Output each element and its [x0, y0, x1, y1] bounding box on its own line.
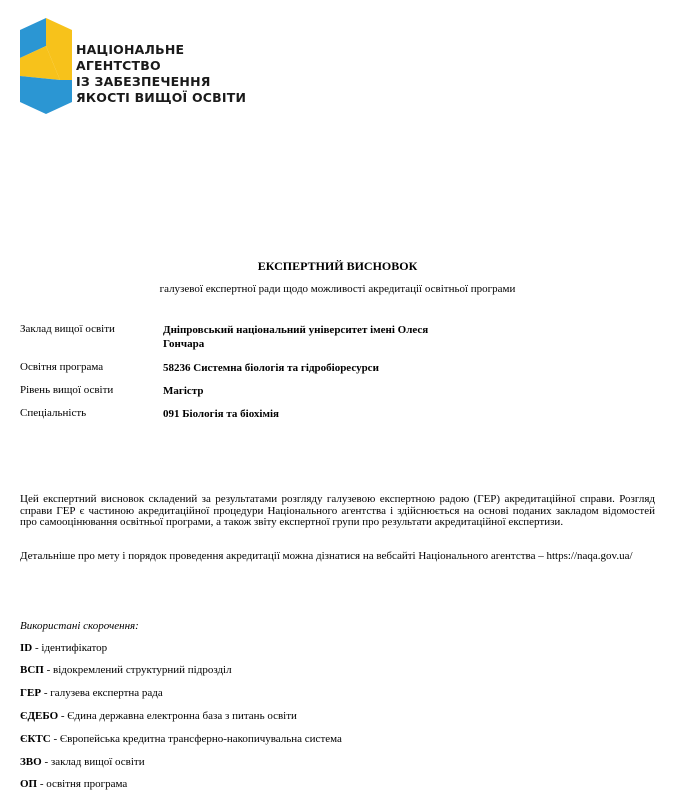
naqa-logo — [20, 18, 247, 118]
logo-text — [76, 42, 246, 106]
meta-label: Рівень вищої освіти — [20, 384, 114, 396]
meta-label: Освітня програма — [20, 361, 104, 373]
abbreviations-heading: Використані скорочення: — [20, 620, 139, 632]
meta-value: 091 Біологія та біохімія — [163, 408, 279, 420]
logo-line: ЯКОСТІ ВИЩОЇ ОСВІТИ — [76, 90, 247, 105]
abbreviation-term: ГЕР — [20, 687, 42, 699]
logo-line: НАЦІОНАЛЬНЕ — [76, 42, 185, 57]
document-subtitle: галузевої експертної ради щодо можливості акредитації освітньої програми — [159, 283, 516, 295]
abbreviation-term: ЗВО — [20, 756, 42, 768]
logo-line: АГЕНТСТВО — [76, 58, 161, 73]
meta-label: Спеціальність — [20, 407, 87, 419]
abbreviation-term: ЄКТС — [20, 733, 51, 745]
meta-value: Магістр — [163, 385, 204, 397]
abbreviation-definition: - ідентифікатор — [32, 642, 108, 654]
document-title: ЕКСПЕРТНИЙ ВИСНОВОК — [257, 259, 418, 273]
abbreviation-item — [20, 756, 145, 768]
abbreviation-item — [20, 710, 297, 722]
abbreviation-item — [20, 733, 342, 745]
abbreviation-term: ID — [20, 642, 33, 654]
abbreviation-item — [20, 664, 232, 676]
abbreviation-term: ВСП — [20, 664, 44, 676]
meta-value-line: Дніпровський національний університет імені Олеся — [163, 324, 429, 336]
abbreviation-item — [20, 687, 163, 699]
abbreviation-term: ЄДЕБО — [20, 710, 59, 722]
abbreviation-item — [20, 642, 107, 654]
abbreviation-definition: - заклад вищої освіти — [41, 756, 145, 768]
meta-value — [163, 323, 523, 351]
abbreviation-term: ОП — [20, 778, 38, 790]
website-paragraph: Детальніше про мету і порядок проведення акредитації можна дізнатися на вебсайті Національного агентства – https://naqa.gov.ua/ — [20, 550, 633, 562]
abbreviation-definition: - освітня програма — [37, 778, 128, 790]
abbreviation-definition: - відокремлений структурний підрозділ — [43, 664, 232, 676]
meta-label: Заклад вищої освіти — [20, 323, 115, 335]
logo-line: ІЗ ЗАБЕЗПЕЧЕННЯ — [76, 74, 211, 89]
naqa-logo-mark-icon — [20, 18, 74, 114]
intro-paragraph: Цей експертний висновок складений за результатами розгляду галузевою експертною радою (ГЕР) акредитаційної справи. Розгляд справи ГЕР є частиною акредитаційної процедури Національного агентства і здійснюється на основі поданих закладом відомостей про самооцінювання освітньої програми, а також звіту експертної групи про результати акредитаційної експертизи. — [20, 493, 655, 528]
abbreviation-definition: - Європейська кредитна трансферно-накопичувальна система — [50, 733, 342, 745]
meta-value: 58236 Системна біологія та гідробіоресурси — [163, 362, 379, 374]
abbreviation-item — [20, 778, 127, 790]
abbreviation-definition: - галузева експертна рада — [41, 687, 163, 699]
abbreviation-definition: - Єдина державна електронна база з питань освіти — [58, 710, 297, 722]
meta-value-line: Гончара — [163, 338, 205, 350]
